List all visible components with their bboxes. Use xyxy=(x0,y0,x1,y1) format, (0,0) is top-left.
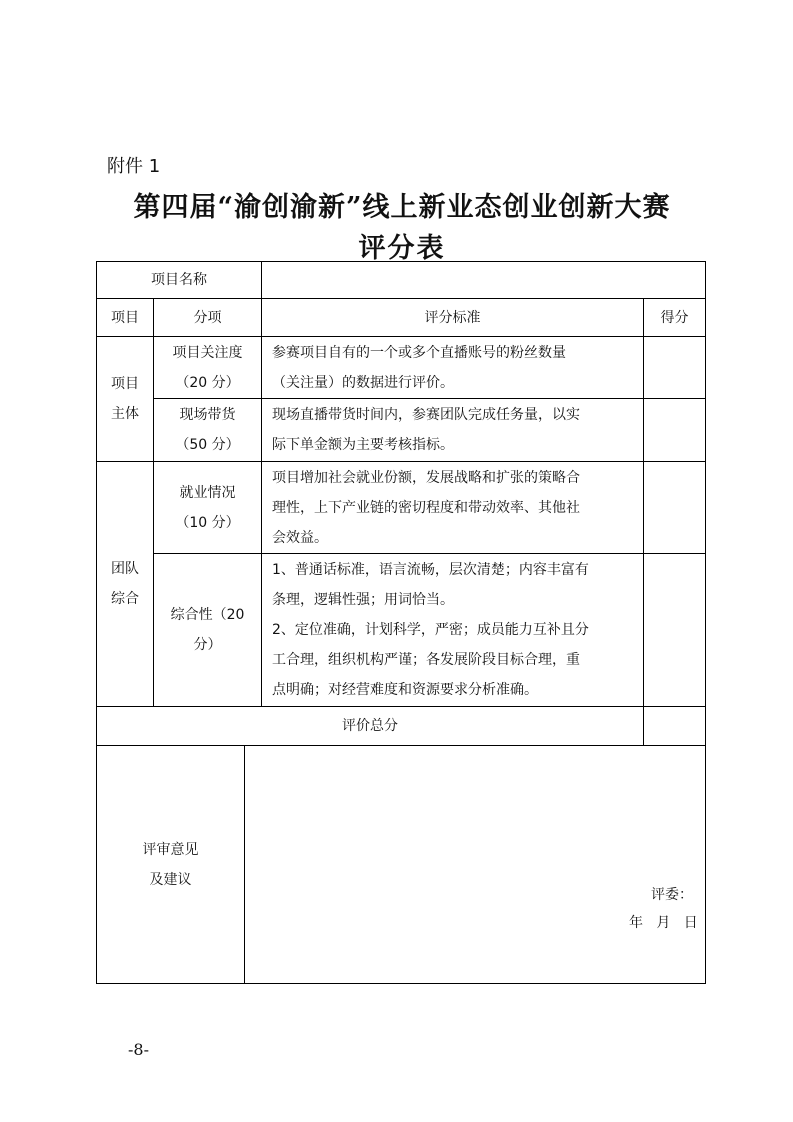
sub-item-comprehensive xyxy=(154,554,262,707)
group-label-line: 项目 xyxy=(111,376,139,392)
total-score-label: 评价总分 xyxy=(97,707,644,746)
group-label-line: 综合 xyxy=(111,591,139,607)
sub-item-name: 项目关注度 xyxy=(172,344,243,361)
criteria-line: （关注量）的数据进行评价。 xyxy=(272,374,454,391)
sub-item-live-sales xyxy=(154,399,262,462)
criteria-line: 际下单金额为主要考核指标。 xyxy=(272,437,454,453)
criteria-line: 条理，逻辑性强；用词恰当。 xyxy=(272,592,454,608)
criteria-live-sales xyxy=(262,399,644,462)
page-number: -8- xyxy=(128,1040,149,1059)
criteria-line: 现场直播带货时间内，参赛团队完成任务量，以实 xyxy=(272,407,580,423)
sub-item-name: 现场带货 xyxy=(179,407,236,423)
document-title: 第四届“渝创渝新”线上新业态创业创新大赛 xyxy=(133,192,671,223)
criteria-comprehensive xyxy=(262,554,644,707)
project-name-label: 项目名称 xyxy=(97,262,262,299)
criteria-line: 理性，上下产业链的密切程度和带动效率、其他社 xyxy=(272,499,580,516)
total-score-value[interactable] xyxy=(644,707,705,746)
review-label-line: 及建议 xyxy=(149,871,192,888)
reviewer-signature-label: 评委： xyxy=(651,887,693,903)
header-criteria: 评分标准 xyxy=(262,299,644,337)
criteria-employment xyxy=(262,462,644,554)
scoring-table xyxy=(96,261,706,984)
criteria-line: 参赛项目自有的一个或多个直播账号的粉丝数量 xyxy=(272,344,566,361)
criteria-line: 会效益。 xyxy=(272,529,328,546)
criteria-line: 点明确；对经营难度和资源要求分析准确。 xyxy=(272,682,538,698)
header-item: 项目 xyxy=(97,299,154,337)
criteria-attention xyxy=(262,337,644,399)
sub-item-employment xyxy=(154,462,262,554)
sub-item-attention xyxy=(154,337,262,399)
review-comments-label xyxy=(97,746,245,983)
criteria-line: 工合理，组织机构严谨；各发展阶段目标合理，重 xyxy=(272,652,580,668)
review-label-line: 评审意见 xyxy=(142,841,199,858)
score-employment[interactable] xyxy=(644,462,705,554)
score-live-sales[interactable] xyxy=(644,399,705,462)
review-comments-area[interactable] xyxy=(245,746,705,983)
sub-item-points: （10 分） xyxy=(175,514,240,531)
header-sub-item: 分项 xyxy=(154,299,262,337)
criteria-line: 2、定位准确，计划科学，严密；成员能力互补且分 xyxy=(272,622,589,638)
group-label-line: 主体 xyxy=(111,406,139,422)
group-label-team-overall xyxy=(97,462,154,707)
attachment-label: 附件 1 xyxy=(107,156,161,177)
sub-item-points: （20 分） xyxy=(175,374,240,391)
criteria-line: 1、普通话标准，语言流畅，层次清楚；内容丰富有 xyxy=(272,562,589,578)
sub-item-points: 分） xyxy=(193,637,222,653)
group-label-project-subject xyxy=(97,337,154,462)
sub-item-name: 就业情况 xyxy=(179,484,236,501)
criteria-line: 项目增加社会就业份额，发展战略和扩张的策略合 xyxy=(272,469,580,486)
header-score: 得分 xyxy=(644,299,705,337)
review-date-label: 年 月 日 xyxy=(629,915,698,931)
score-attention[interactable] xyxy=(644,337,705,399)
score-comprehensive[interactable] xyxy=(644,554,705,707)
document-subtitle: 评分表 xyxy=(358,233,446,264)
sub-item-points: （50 分） xyxy=(175,437,240,453)
project-name-value[interactable] xyxy=(262,262,705,299)
group-label-line: 团队 xyxy=(111,561,139,577)
sub-item-name: 综合性（20 xyxy=(170,607,245,623)
